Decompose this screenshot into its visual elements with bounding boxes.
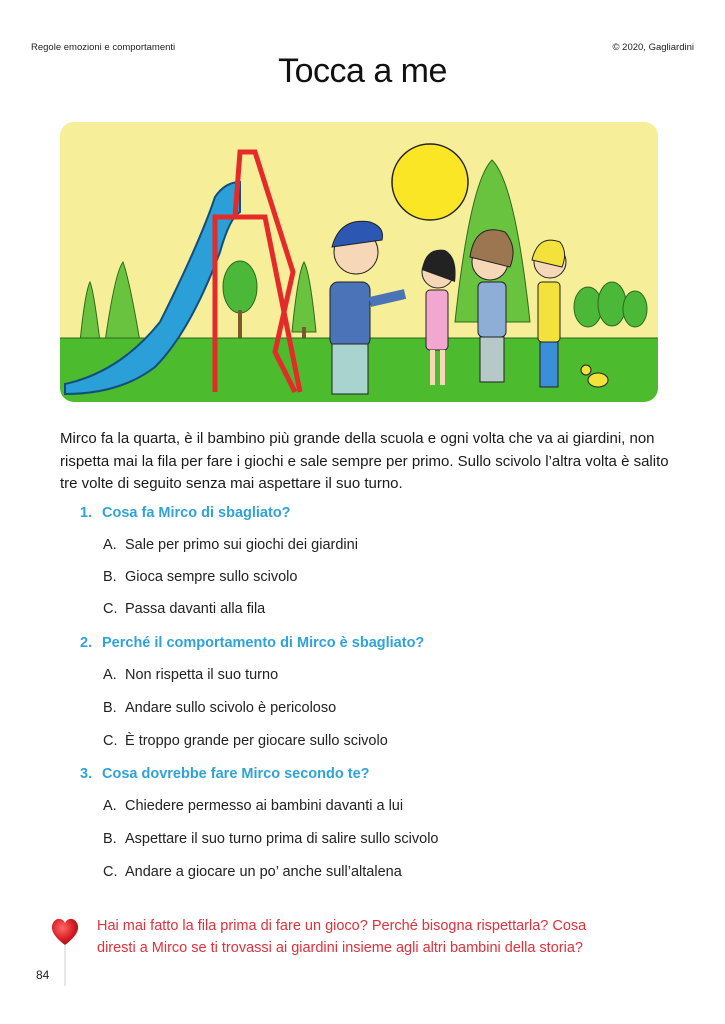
question-3 bbox=[80, 766, 370, 782]
answer-1c: C. Passa davanti alla fila bbox=[103, 601, 266, 617]
page-number: 84 bbox=[36, 968, 50, 982]
playground-illustration bbox=[60, 122, 658, 402]
story-paragraph: Mirco fa la quarta, è il bambino più grande della scuola e ogni volta che va ai giardini, non rispetta mai la fila per fare i giochi e sale sempre per primo. Sullo scivolo l’altra volta è salito tre volte di seguito senza mai aspettare il suo turno. bbox=[60, 430, 669, 492]
answer-2a: A. Non rispetta il suo turno bbox=[103, 667, 279, 683]
question-2 bbox=[80, 635, 424, 651]
reflection-line-2: diresti a Mirco se ti trovassi ai giardini insieme agli altri bambini della storia? bbox=[97, 940, 583, 956]
question-number: 3. bbox=[80, 766, 93, 782]
header-subject: Regole emozioni e comportamenti bbox=[31, 42, 176, 53]
answer-1a: A. Sale per primo sui giochi dei giardini bbox=[103, 537, 358, 553]
answer-1b: B. Gioca sempre sullo scivolo bbox=[103, 569, 298, 585]
heart-balloon-icon bbox=[50, 916, 80, 986]
question-1 bbox=[80, 505, 291, 521]
answer-3a: A. Chiedere permesso ai bambini davanti a lui bbox=[103, 798, 404, 814]
question-text: Perché il comportamento di Mirco è sbagliato? bbox=[102, 635, 425, 651]
reflection-line-1: Hai mai fatto la fila prima di fare un gioco? Perché bisogna rispettarla? Cosa bbox=[97, 918, 587, 934]
question-text: Cosa fa Mirco di sbagliato? bbox=[102, 505, 291, 521]
answer-3b: B. Aspettare il suo turno prima di salire sullo scivolo bbox=[103, 831, 439, 847]
question-number: 2. bbox=[80, 635, 93, 651]
answer-3c: C. Andare a giocare un po’ anche sull’altalena bbox=[103, 864, 402, 880]
page-title: Tocca a me bbox=[278, 52, 447, 90]
answer-2b: B. Andare sullo scivolo è pericoloso bbox=[103, 700, 337, 716]
reflection-question bbox=[97, 915, 687, 959]
answer-2c: C. È troppo grande per giocare sullo scivolo bbox=[103, 733, 388, 749]
question-text: Cosa dovrebbe fare Mirco secondo te? bbox=[102, 766, 370, 782]
sun-icon bbox=[392, 144, 468, 220]
header-copyright: © 2020, Gagliardini bbox=[612, 42, 694, 53]
question-number: 1. bbox=[80, 505, 93, 521]
